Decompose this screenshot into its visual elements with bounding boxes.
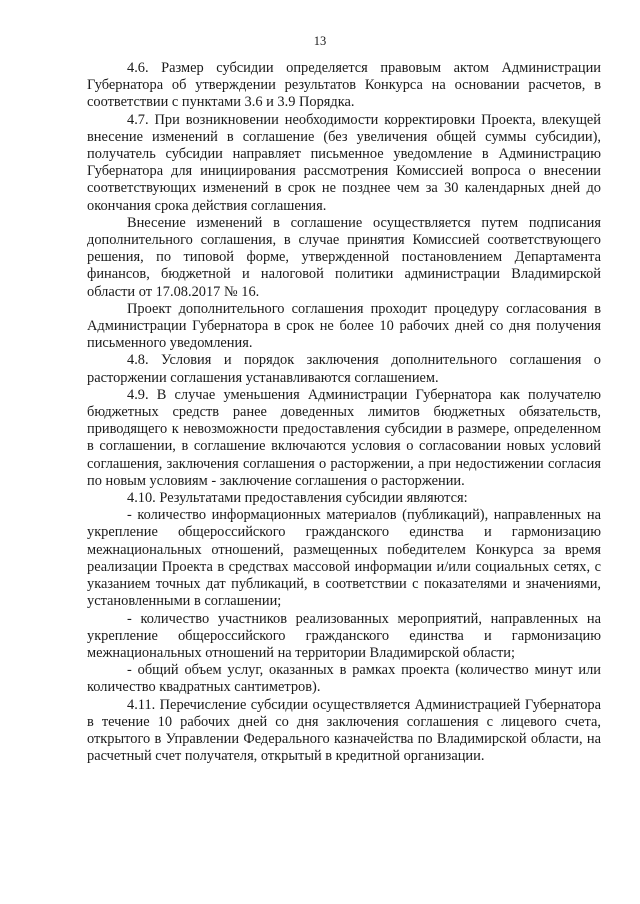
list-item-participants: - количество участников реализованных мероприятий, направленных на укрепление общероссийского гражданского единства и гармонизацию межнациональных отношений на территории Владимирской области; [87, 610, 601, 661]
paragraph-4-6: 4.6. Размер субсидии определяется правовым актом Администрации Губернатора об утверждении результатов Конкурса на основании расчетов, в соответствии с пунктами 3.6 и 3.9 Порядка. [87, 60, 601, 111]
page-number: 13 [313, 34, 327, 48]
document-body [87, 60, 601, 765]
list-item-services: - общий объем услуг, оказанных в рамках проекта (количество минут или количество квадратных сантиметров). [87, 662, 601, 696]
paragraph-4-11: 4.11. Перечисление субсидии осуществляется Администрацией Губернатора в течение 10 рабочих дней со дня заключения соглашения с лицевого счета, открытого в Управлении Федерального казначейства по Владимирской области, на расчетный счет получателя, открытый в кредитной организации. [87, 696, 601, 765]
paragraph-approval: Проект дополнительного соглашения проходит процедуру согласования в Администрации Губернатора в срок не более 10 рабочих дней со дня получения письменного уведомления. [87, 300, 601, 352]
paragraph-4-9: 4.9. В случае уменьшения Администрации Губернатора как получателю бюджетных средств ранее доведенных лимитов бюджетных обязательств, приводящего к невозможности предоставления субсидии в размере, определенном в соглашении, в соглашение включаются условия о согласовании новых условий соглашения, заключения соглашения о расторжении, а при недостижении согласия по новым условиям - заключение соглашения о расторжении. [87, 386, 601, 489]
paragraph-amendments: Внесение изменений в соглашение осуществляется путем подписания дополнительного соглашения, в случае принятия Комиссией соответствующего решения, по типовой форме, утвержденной постановлением Департамента финансов, бюджетной и налоговой политики администрации Владимирской области от 17.08.2017 № 16. [87, 214, 601, 300]
paragraph-4-8: 4.8. Условия и порядок заключения дополнительного соглашения о расторжении соглашения устанавливаются соглашением. [87, 352, 601, 386]
list-item-publications: - количество информационных материалов (публикаций), направленных на укрепление общероссийского гражданского единства и гармонизацию межнациональных отношений, размещенных победителем Конкурса за время реализации Проекта в средствах массовой информации и/или социальных сетях, с указанием точных дат публикаций, в соответствии с показателями и значениями, установленными в соглашении; [87, 507, 601, 610]
paragraph-4-7: 4.7. При возникновении необходимости корректировки Проекта, влекущей внесение изменений в соглашение (без увеличения общей суммы субсидии), получатель субсидии направляет письменное уведомление в Администрацию Губернатора для инициирования рассмотрения Комиссией вопроса о внесении соответствующих изменений в срок не позднее чем за 30 календарных дней до окончания срока действия соглашения. [87, 111, 601, 214]
paragraph-4-10: 4.10. Результатами предоставления субсидии являются: [127, 490, 468, 507]
